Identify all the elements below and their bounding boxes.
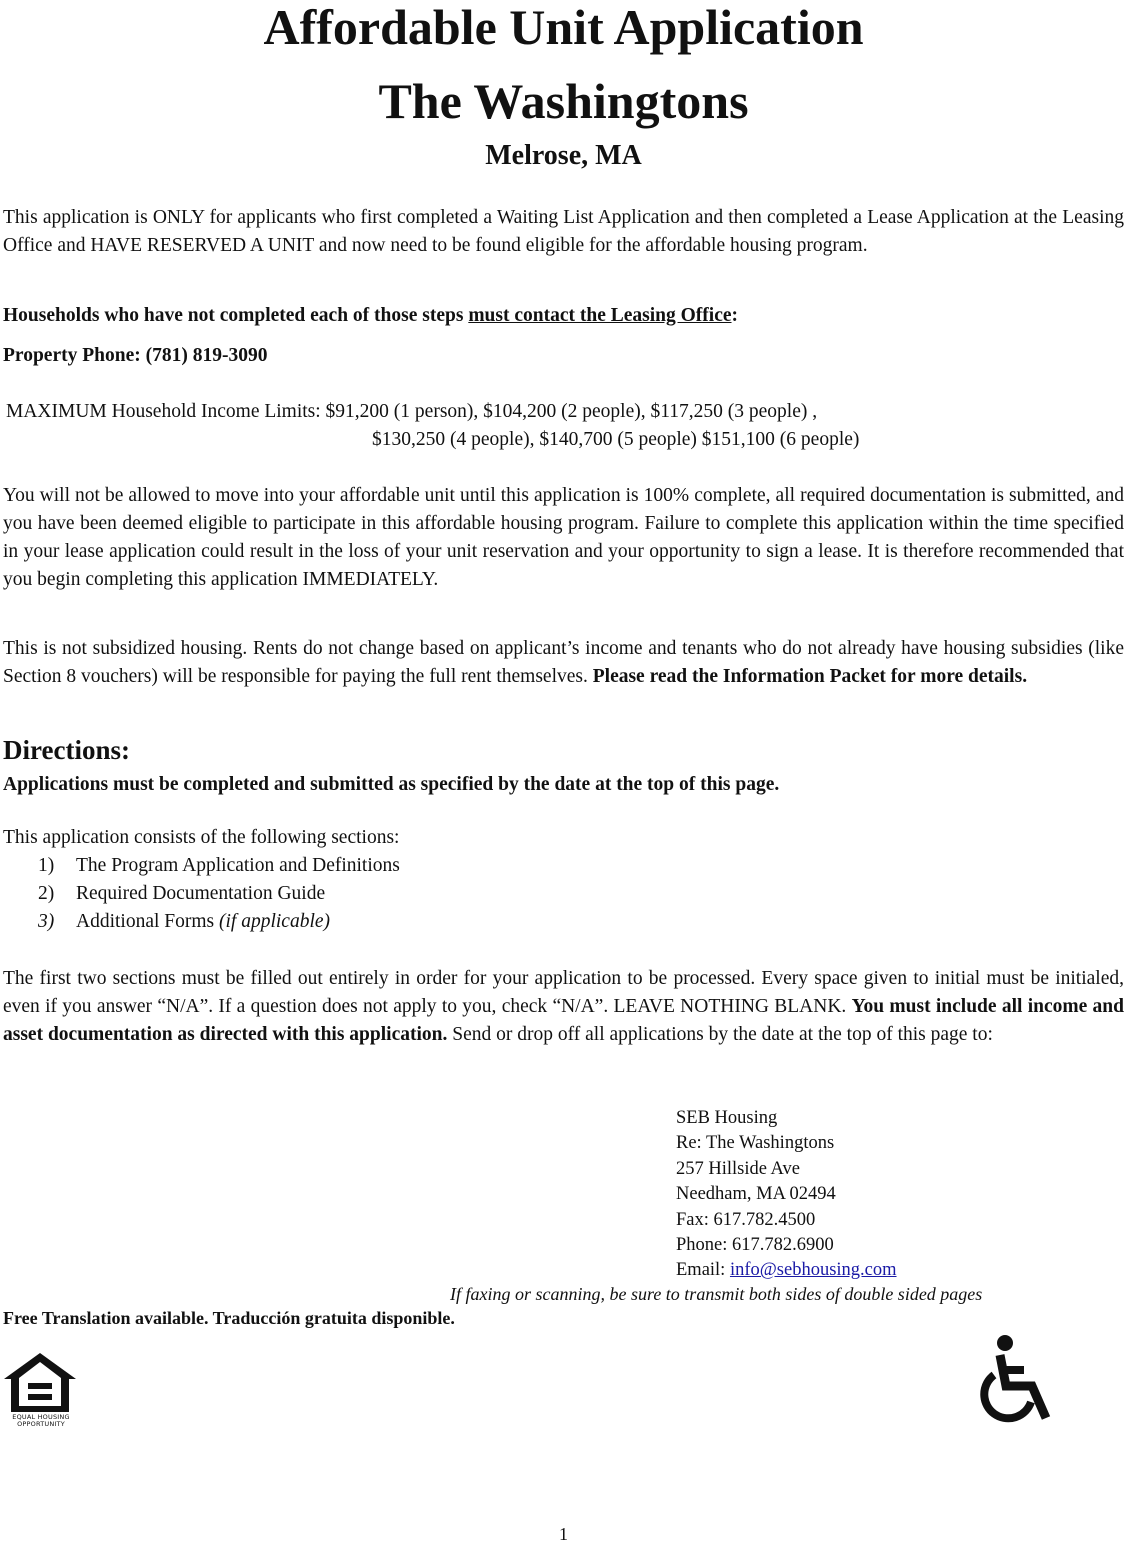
leasing-office-notice: [3, 302, 1124, 330]
list-item-number: 3): [38, 911, 55, 932]
subsidy-notice-text: This is not subsidized housing. Rents do not change based on applicant’s income and tenants who do not already have housing subsidies (like Section 8 vouchers) will be responsible for paying the full rent themselves.: [3, 638, 1124, 687]
equal-housing-logo-text: EQUAL HOUSING OPPORTUNITY: [12, 1413, 70, 1428]
subsidy-notice: [3, 635, 1124, 691]
address-fax: Fax: 617.782.4500: [676, 1209, 816, 1230]
wheelchair-accessibility-icon: [976, 1334, 1060, 1426]
address-reference: Re: The Washingtons: [676, 1133, 835, 1154]
address-company: SEB Housing: [676, 1108, 778, 1128]
location-subtitle: Melrose, MA: [485, 140, 642, 171]
address-street: 257 Hillside Ave: [676, 1158, 801, 1179]
list-item: [3, 908, 1124, 936]
translation-notice: Free Translation available. Traducción gratuita disponible.: [3, 1308, 455, 1328]
page-number: 1: [559, 1524, 568, 1544]
address-phone: Phone: 617.782.6900: [676, 1235, 834, 1256]
sections-intro: This application consists of the following sections:: [3, 827, 400, 848]
sections-list: [3, 852, 1124, 936]
information-packet-note: Please read the Information Packet for more details.: [592, 666, 1028, 687]
directions-heading: Directions:: [3, 735, 130, 765]
move-in-notice: You will not be allowed to move into your affordable unit until this application is 100% complete, all required documentation is submitted, and you have been deemed eligible to participate in this affordable housing program. Failure to complete this application within the time specified in your lease application could result in the loss of your unit reservation and your opportunity to sign a lease. It is therefore recommended that you begin completing this application IMMEDIATELY.: [3, 485, 1124, 590]
leasing-office-notice-suffix: :: [731, 305, 739, 326]
income-limits-line-2: $130,250 (4 people), $140,700 (5 people) $151,100 (6 people): [372, 429, 860, 450]
scan-instructions-note: If faxing or scanning, be sure to transmit both sides of double sided pages: [450, 1284, 983, 1304]
documentation-requirement: You must include all income and asset documentation as directed with this application.: [3, 996, 1125, 1045]
page-title: Affordable Unit Application: [263, 0, 864, 55]
sections-list-container: [3, 852, 1124, 936]
email-link[interactable]: info@sebhousing.com: [729, 1260, 897, 1281]
list-item: [3, 852, 1124, 880]
list-item: [3, 880, 1124, 908]
address-city: Needham, MA 02494: [676, 1184, 836, 1205]
submission-instructions: Send or drop off all applications by the date at the top of this page to:: [447, 1024, 993, 1045]
equal-housing-opportunity-icon: [2, 1352, 78, 1432]
list-item-label: The Program Application and Definitions: [76, 855, 400, 876]
list-item-qualifier: (if applicable): [219, 911, 331, 932]
submission-deadline-note: Applications must be completed and submitted as specified by the date at the top of this page.: [3, 774, 780, 795]
leasing-office-contact-emphasis: must contact the Leasing Office: [468, 305, 732, 326]
leasing-office-notice-prefix: Households who have not completed each of those steps: [3, 305, 469, 326]
list-item-number: 2): [38, 883, 55, 904]
address-email-line: [676, 1258, 897, 1283]
income-limits-line-1: MAXIMUM Household Income Limits: $91,200 (1 person), $104,200 (2 people), $117,250 (3 people) ,: [6, 401, 818, 422]
email-label: Email:: [676, 1260, 730, 1281]
list-item-number: 1): [38, 855, 55, 876]
property-name-title: The Washingtons: [378, 73, 749, 129]
completion-instructions: [3, 965, 1124, 1049]
property-phone: Property Phone: (781) 819-3090: [3, 345, 268, 366]
completion-instructions-text: The first two sections must be filled out entirely in order for your application to be processed. Every space given to initial must be initialed, even if you answer “N/A”. If a question does not apply to you, check “N/A”. LEAVE NOTHING BLANK.: [3, 968, 1124, 1017]
mailing-address-block: [676, 1106, 897, 1284]
accessibility-symbol-graphic: [976, 1334, 1060, 1426]
list-item-label: Additional Forms: [76, 911, 220, 932]
list-item-label: Required Documentation Guide: [76, 883, 326, 904]
intro-paragraph: This application is ONLY for applicants who first completed a Waiting List Application and then completed a Lease Application at the Leasing Office and HAVE RESERVED A UNIT and now need to be found eligible for the affordable housing program.: [3, 207, 1124, 256]
